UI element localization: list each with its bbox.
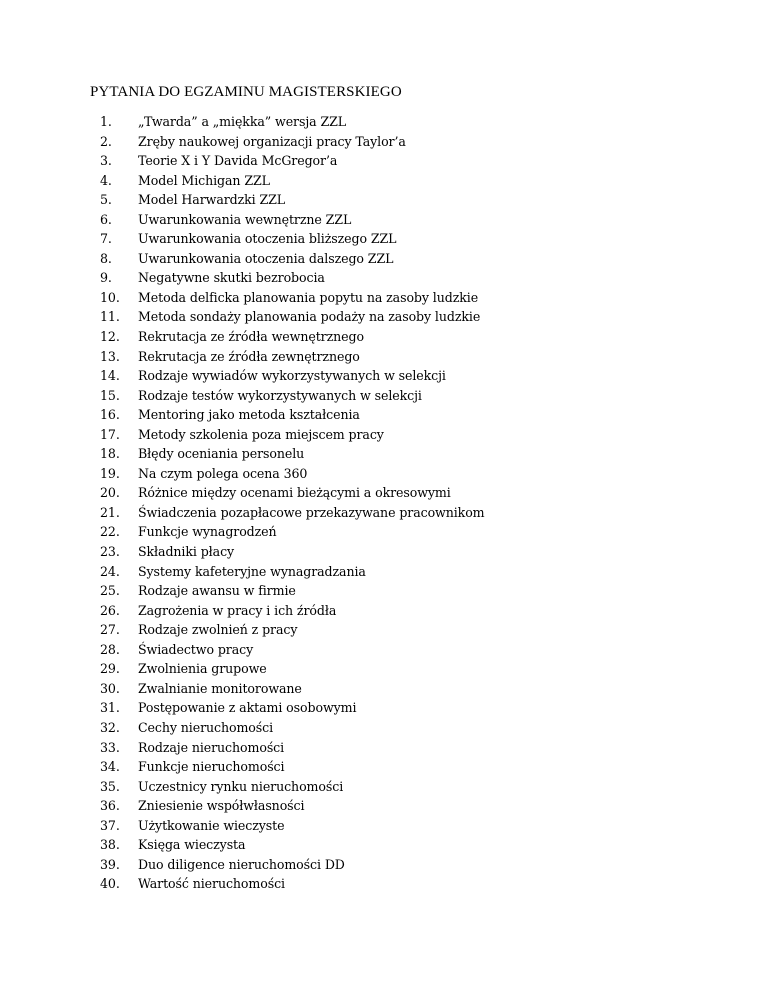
question-number: 35. — [100, 778, 120, 794]
list-item — [100, 347, 485, 367]
question-number: 28. — [100, 641, 120, 657]
question-number: 11. — [100, 309, 120, 325]
list-item — [100, 601, 485, 621]
question-text: Zręby naukowej organizacji pracy Taylor’a — [138, 133, 406, 149]
question-text: Model Harwardzki ZZL — [138, 192, 286, 208]
question-text: Zwolnienia grupowe — [138, 661, 267, 677]
question-text: Uczestnicy rynku nieruchomości — [138, 778, 344, 794]
question-number: 1. — [100, 114, 112, 129]
question-text: „Twarda” a „miękka” wersja ZZL — [138, 114, 347, 129]
question-text: Rodzaje nieruchomości — [138, 739, 285, 755]
list-item — [100, 151, 485, 171]
list-item — [100, 855, 485, 875]
question-text: Rekrutacja ze źródła zewnętrznego — [138, 348, 360, 364]
list-item — [100, 503, 485, 523]
question-number: 5. — [100, 192, 112, 208]
list-item — [100, 679, 485, 699]
question-number: 10. — [100, 289, 120, 305]
question-number: 38. — [100, 837, 120, 853]
question-number: 30. — [100, 680, 120, 696]
question-text: Księga wieczysta — [138, 837, 246, 853]
list-item — [100, 171, 485, 191]
question-number: 6. — [100, 211, 112, 227]
list-item — [100, 698, 485, 718]
list-item — [100, 190, 485, 210]
question-text: Uwarunkowania otoczenia dalszego ZZL — [138, 250, 394, 266]
question-number: 25. — [100, 583, 120, 599]
question-text: Funkcje wynagrodzeń — [138, 524, 277, 540]
list-item — [100, 405, 485, 425]
question-number: 17. — [100, 426, 120, 442]
question-text: Mentoring jako metoda kształcenia — [138, 407, 360, 423]
question-text: Metody szkolenia poza miejscem pracy — [138, 426, 384, 442]
question-text: Wartość nieruchomości — [138, 876, 285, 892]
question-number: 13. — [100, 348, 120, 364]
list-item — [100, 366, 485, 386]
question-number: 18. — [100, 446, 120, 462]
question-number: 20. — [100, 485, 120, 501]
question-number: 22. — [100, 524, 120, 540]
question-text: Systemy kafeteryjne wynagradzania — [138, 563, 366, 579]
list-item — [100, 816, 485, 836]
list-item — [100, 522, 485, 542]
list-item — [100, 288, 485, 308]
question-text: Na czym polega ocena 360 — [138, 465, 308, 481]
question-number: 33. — [100, 739, 120, 755]
list-item — [100, 229, 485, 249]
question-number: 31. — [100, 700, 120, 716]
question-text: Metoda sondaży planowania podaży na zasoby ludzkie — [138, 309, 481, 325]
question-number: 24. — [100, 563, 120, 579]
list-item — [100, 757, 485, 777]
list-item — [100, 796, 485, 816]
question-number: 40. — [100, 876, 120, 892]
question-number: 32. — [100, 719, 120, 735]
list-item — [100, 640, 485, 660]
question-text: Postępowanie z aktami osobowymi — [138, 700, 357, 716]
question-number: 29. — [100, 661, 120, 677]
question-number: 9. — [100, 270, 112, 286]
question-number: 14. — [100, 368, 120, 384]
list-item — [100, 444, 485, 464]
list-item — [100, 483, 485, 503]
list-item — [100, 620, 485, 640]
list-item — [100, 112, 485, 132]
question-number: 12. — [100, 329, 120, 345]
list-item — [100, 327, 485, 347]
list-item — [100, 425, 485, 445]
question-text: Świadczenia pozapłacowe przekazywane pracownikom — [138, 504, 485, 520]
list-item — [100, 464, 485, 484]
question-number: 4. — [100, 172, 112, 188]
question-text: Zwalnianie monitorowane — [138, 680, 302, 696]
question-number: 2. — [100, 133, 112, 149]
question-number: 34. — [100, 759, 120, 775]
question-number: 39. — [100, 856, 120, 872]
question-text: Rekrutacja ze źródła wewnętrznego — [138, 329, 364, 345]
question-text: Użytkowanie wieczyste — [138, 817, 285, 833]
question-number: 19. — [100, 465, 120, 481]
list-item — [100, 835, 485, 855]
question-number: 27. — [100, 622, 120, 638]
question-text: Duo diligence nieruchomości DD — [138, 856, 345, 872]
question-text: Zniesienie współwłasności — [138, 798, 305, 814]
question-text: Składniki płacy — [138, 544, 235, 560]
question-text: Rodzaje zwolnień z pracy — [138, 622, 298, 638]
question-text: Rodzaje wywiadów wykorzystywanych w selekcji — [138, 368, 446, 384]
list-item — [100, 659, 485, 679]
question-text: Różnice między ocenami bieżącymi a okresowymi — [138, 485, 451, 501]
question-number: 15. — [100, 387, 120, 403]
list-item — [100, 307, 485, 327]
list-item — [100, 542, 485, 562]
question-text: Błędy oceniania personelu — [138, 446, 305, 462]
question-text: Uwarunkowania otoczenia bliższego ZZL — [138, 231, 397, 247]
list-item — [100, 386, 485, 406]
question-number: 37. — [100, 817, 120, 833]
question-text: Rodzaje awansu w firmie — [138, 583, 296, 599]
question-number: 21. — [100, 504, 120, 520]
list-item — [100, 777, 485, 797]
list-item — [100, 718, 485, 738]
question-text: Cechy nieruchomości — [138, 719, 274, 735]
list-item — [100, 874, 485, 894]
list-item — [100, 132, 485, 152]
question-number: 23. — [100, 544, 120, 560]
question-text: Metoda delficka planowania popytu na zasoby ludzkie — [138, 289, 479, 305]
question-text: Świadectwo pracy — [138, 641, 254, 657]
question-number: 8. — [100, 250, 112, 266]
question-number: 7. — [100, 231, 112, 247]
list-item — [100, 581, 485, 601]
document-title: PYTANIA DO EGZAMINU MAGISTERSKIEGO — [90, 84, 402, 100]
list-item — [100, 268, 485, 288]
question-text: Zagrożenia w pracy i ich źródła — [138, 602, 337, 618]
list-item — [100, 738, 485, 758]
question-text: Rodzaje testów wykorzystywanych w selekcji — [138, 387, 422, 403]
list-item — [100, 210, 485, 230]
question-number: 36. — [100, 798, 120, 814]
question-list — [100, 112, 485, 894]
question-text: Model Michigan ZZL — [138, 172, 270, 188]
question-text: Funkcje nieruchomości — [138, 759, 285, 775]
question-text: Teorie X i Y Davida McGregor’a — [138, 153, 338, 169]
question-number: 3. — [100, 153, 112, 169]
list-item — [100, 249, 485, 269]
question-number: 16. — [100, 407, 120, 423]
question-text: Uwarunkowania wewnętrzne ZZL — [138, 211, 352, 227]
question-number: 26. — [100, 602, 120, 618]
question-text: Negatywne skutki bezrobocia — [138, 270, 325, 286]
list-item — [100, 562, 485, 582]
